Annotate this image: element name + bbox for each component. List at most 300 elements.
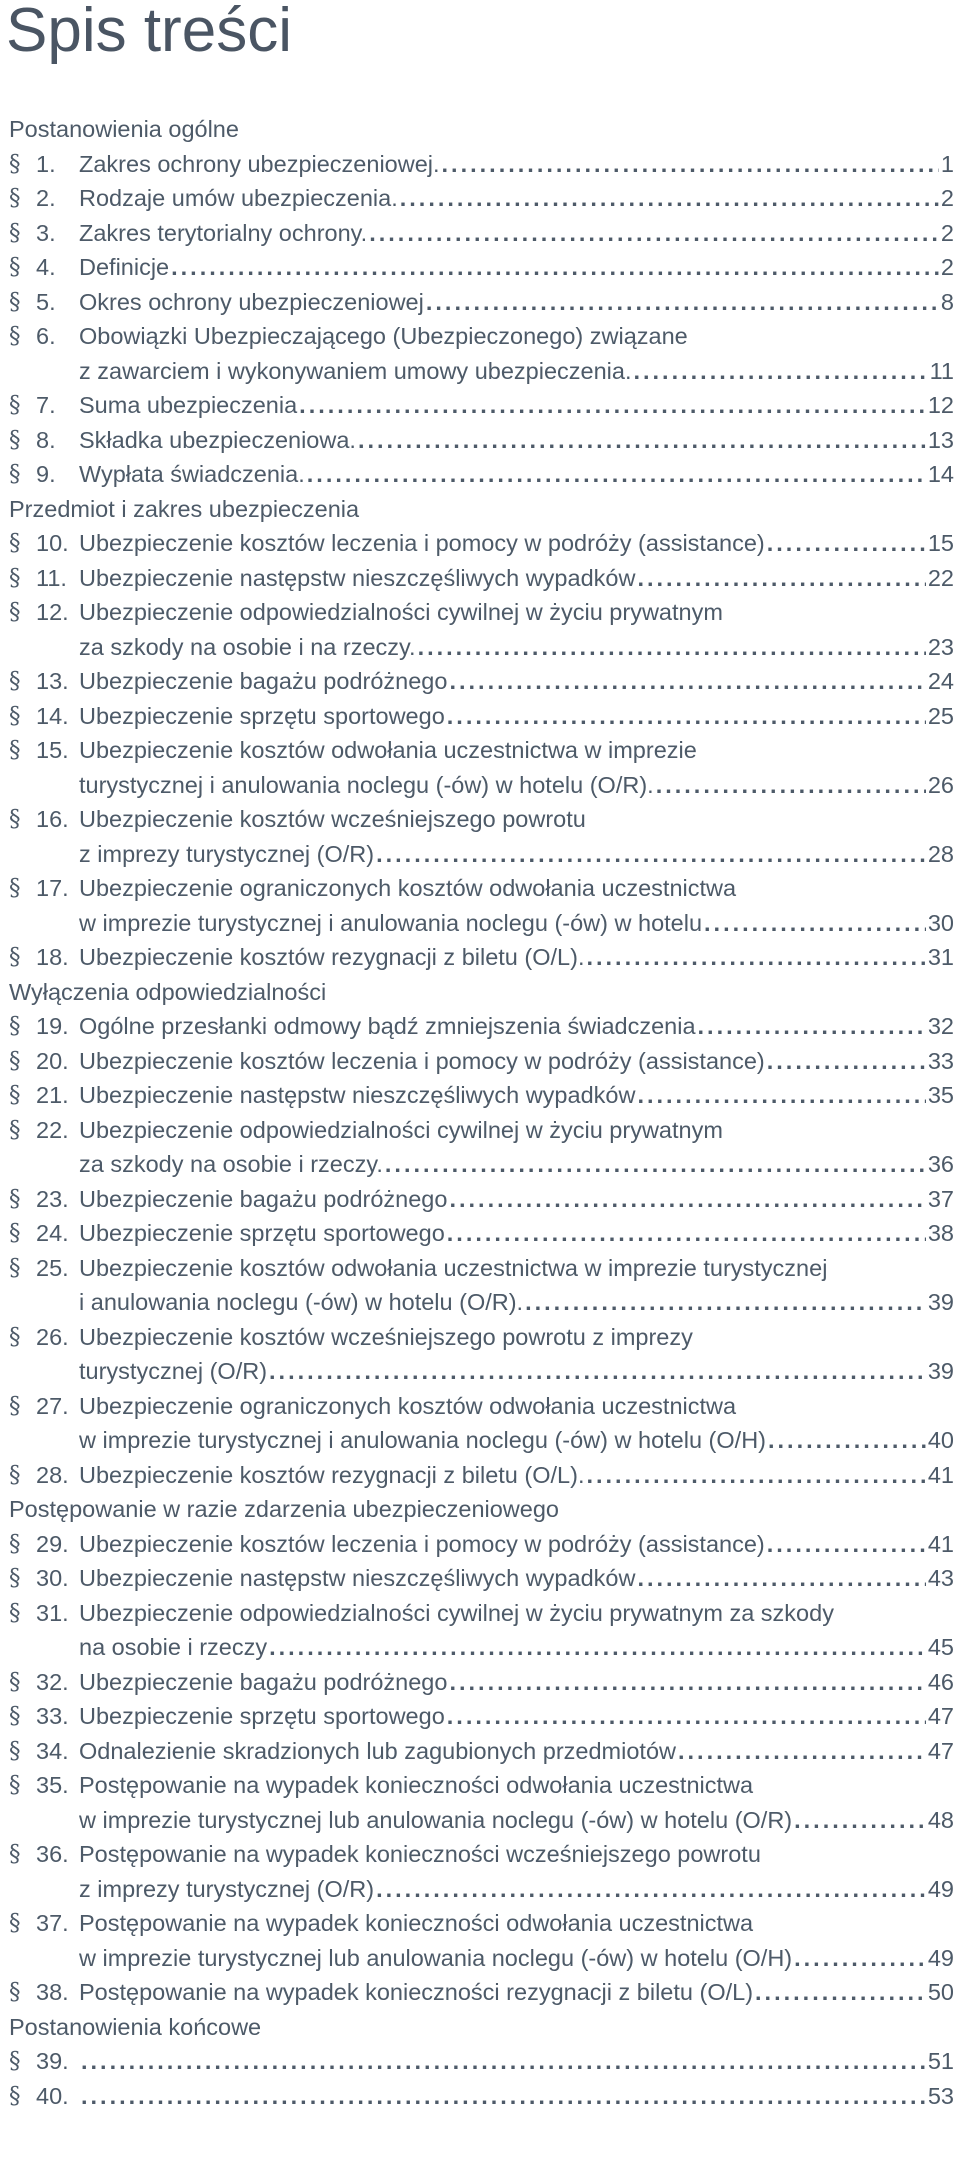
entry-body [9, 802, 954, 871]
entry-body [9, 1699, 954, 1734]
toc-entry[interactable] [0, 1561, 960, 1596]
entry-body [9, 2079, 954, 2114]
dot-leader [767, 1527, 926, 1562]
entry-number: 29. [36, 1530, 69, 1557]
entry-body [9, 216, 954, 251]
entry-title-line: Postępowanie na wypadek konieczności rezygnacji z biletu (O/L) [79, 1979, 754, 2005]
entry-title-line: za szkody na osobie i rzeczy. [79, 1151, 383, 1177]
entry-body [9, 1837, 954, 1906]
dot-leader [418, 630, 926, 665]
entry-last-line [79, 664, 954, 699]
entry-last-line [79, 1182, 954, 1217]
entry-title-line: w imprezie turystycznej lub anulowania noclegu (-ów) w hotelu (O/R) [79, 1806, 793, 1833]
entry-title-line: Ubezpieczenie kosztów leczenia i pomocy w podróży (assistance) [79, 1047, 765, 1074]
entry-last-line [79, 768, 954, 803]
paragraph-symbol: § [9, 1841, 21, 1867]
page-number: 23 [927, 633, 954, 660]
entry-title-line: Ubezpieczenie odpowiedzialności cywilnej w życiu prywatnym za szkody [79, 1599, 834, 1626]
entry-body [9, 699, 954, 734]
entry-body [9, 1044, 954, 1079]
entry-last-line [79, 423, 954, 458]
paragraph-symbol: § [9, 1599, 21, 1626]
toc-entry[interactable] [0, 250, 960, 285]
entry-number: 24. [36, 1220, 69, 1246]
paragraph-symbol: § [9, 1392, 21, 1419]
paragraph-symbol: § [9, 392, 21, 418]
dot-leader [376, 1872, 926, 1907]
entry-number: 13. [36, 668, 69, 694]
toc-entry[interactable] [0, 457, 960, 492]
entry-last-line [79, 837, 954, 872]
entry-number: 25. [36, 1254, 69, 1281]
entry-title-line: turystycznej i anulowania noclegu (-ów) w hotelu (O/R). [79, 771, 654, 798]
entry-title-line: Ubezpieczenie kosztów odwołania uczestnictwa w imprezie turystycznej [79, 1254, 828, 1281]
entry-title-line: Ubezpieczenie kosztów rezygnacji z biletu (O/L). [79, 944, 585, 970]
entry-body [9, 1182, 954, 1217]
entry-body [9, 940, 954, 975]
dot-leader [449, 1182, 925, 1217]
entry-number: 15. [36, 737, 69, 763]
dot-leader [698, 1009, 926, 1044]
entry-body [9, 388, 954, 423]
page-number: 13 [927, 426, 954, 453]
entry-number: 4. [36, 254, 56, 280]
entry-title-line: Wypłata świadczenia. [79, 461, 305, 487]
toc-entry[interactable] [0, 1906, 960, 1975]
entry-title-line: Zakres terytorialny ochrony. [79, 219, 368, 246]
entry-last-line [79, 1044, 954, 1079]
entry-title-line: turystycznej (O/R) [79, 1358, 268, 1384]
dot-leader [358, 423, 926, 458]
paragraph-symbol: § [9, 1323, 21, 1350]
entry-last-line [79, 1941, 954, 1976]
entry-body [9, 1009, 954, 1044]
toc-entry[interactable] [0, 285, 960, 320]
entry-body [9, 561, 954, 596]
paragraph-symbol: § [9, 875, 21, 901]
entry-title-line: Ubezpieczenie następstw nieszczęśliwych wypadków [79, 564, 636, 591]
entry-title-line: Ubezpieczenie kosztów leczenia i pomocy w podróży (assistance) [79, 1530, 765, 1557]
toc-entry[interactable] [0, 526, 960, 561]
table-of-contents [0, 112, 960, 2113]
entry-number: 39. [36, 2048, 69, 2074]
entry-number: 33. [36, 1703, 69, 1729]
entry-title-line: Ubezpieczenie odpowiedzialności cywilnej w życiu prywatnym [79, 599, 723, 625]
entry-number: 21. [36, 1082, 69, 1108]
entry-title-line: Postępowanie na wypadek konieczności odwołania uczestnictwa [79, 1910, 754, 1936]
entry-title-line: Ubezpieczenie ograniczonych kosztów odwołania uczestnictwa [79, 875, 737, 901]
entry-last-line [79, 285, 954, 320]
toc-entry[interactable] [0, 2079, 960, 2114]
paragraph-symbol: § [9, 426, 21, 453]
toc-entry[interactable] [0, 1044, 960, 1079]
dot-leader [442, 147, 939, 182]
dot-leader [637, 1078, 925, 1113]
toc-entry[interactable] [0, 1389, 960, 1458]
dot-leader [656, 768, 926, 803]
toc-entry[interactable] [0, 699, 960, 734]
paragraph-symbol: § [9, 1565, 21, 1591]
toc-entry[interactable] [0, 1182, 960, 1217]
entry-title-line: Ubezpieczenie bagażu podróżnego [79, 668, 448, 694]
entry-number: 36. [36, 1841, 69, 1867]
toc-entry[interactable] [0, 733, 960, 802]
entry-title-line: z imprezy turystycznej (O/R) [79, 1875, 375, 1902]
entry-title-line: Ubezpieczenie kosztów odwołania uczestnictwa w imprezie [79, 737, 697, 763]
entry-last-line [79, 1423, 954, 1458]
entry-title-line: Definicje [79, 254, 170, 280]
entry-body [9, 1458, 954, 1493]
page-number: 46 [927, 1668, 954, 1695]
entry-title-line: w imprezie turystycznej i anulowania noclegu (-ów) w hotelu [79, 909, 703, 936]
entry-title-line: w imprezie turystycznej lub anulowania noclegu (-ów) w hotelu (O/H) [79, 1944, 793, 1971]
toc-entry[interactable] [0, 319, 960, 388]
entry-body [9, 1734, 954, 1769]
section-heading: Postanowienia ogólne [9, 116, 239, 142]
entry-title-line: Postępowanie na wypadek konieczności wcześniejszego powrotu [79, 1841, 761, 1867]
paragraph-symbol: § [9, 737, 21, 763]
entry-body [9, 181, 954, 216]
entry-body [9, 1975, 954, 2010]
paragraph-symbol: § [9, 702, 21, 729]
paragraph-symbol: § [9, 323, 21, 349]
entry-title-line: Ubezpieczenie kosztów wcześniejszego powrotu [79, 806, 586, 832]
toc-entry[interactable] [0, 940, 960, 975]
dot-leader [767, 526, 926, 561]
paragraph-symbol: § [9, 944, 21, 970]
entry-last-line [79, 699, 954, 734]
toc-entry[interactable] [0, 1837, 960, 1906]
dot-leader [426, 285, 939, 320]
toc-entry[interactable] [0, 147, 960, 182]
page-number: 32 [927, 1013, 954, 1039]
entry-number: 10. [36, 530, 69, 556]
entry-last-line [79, 457, 954, 492]
dot-leader [794, 1803, 926, 1838]
entry-title-line: Ubezpieczenie kosztów wcześniejszego powrotu z imprezy [79, 1323, 693, 1350]
paragraph-symbol: § [9, 806, 21, 832]
entry-number: 26. [36, 1323, 69, 1350]
entry-last-line [79, 2079, 954, 2114]
paragraph-symbol: § [9, 1116, 21, 1143]
dot-leader [447, 1699, 926, 1734]
entry-number: 34. [36, 1737, 69, 1764]
toc-entry[interactable] [0, 1320, 960, 1389]
paragraph-symbol: § [9, 1668, 21, 1695]
dot-leader [376, 837, 926, 872]
entry-title-line: Postępowanie na wypadek konieczności odwołania uczestnictwa [79, 1772, 754, 1798]
entry-number: 35. [36, 1772, 69, 1798]
toc-entry[interactable] [0, 388, 960, 423]
entry-number: 2. [36, 185, 56, 211]
page-number: 2 [940, 254, 954, 280]
entry-title-line: Ubezpieczenie kosztów leczenia i pomocy w podróży (assistance) [79, 530, 765, 556]
page-number: 33 [927, 1047, 954, 1074]
paragraph-symbol: § [9, 254, 21, 280]
entry-title-line: Obowiązki Ubezpieczającego (Ubezpieczonego) związane [79, 323, 688, 349]
page-number: 22 [927, 564, 954, 591]
dot-leader [447, 1216, 926, 1251]
page-number: 15 [927, 530, 954, 556]
page-number: 41 [927, 1530, 954, 1557]
page-number: 39 [927, 1358, 954, 1384]
toc-entry[interactable] [0, 1078, 960, 1113]
page-number: 36 [927, 1151, 954, 1177]
entry-body [9, 423, 954, 458]
entry-body [9, 1078, 954, 1113]
dot-leader [299, 388, 926, 423]
entry-last-line [79, 1147, 954, 1182]
page-number: 35 [927, 1082, 954, 1108]
page-number: 24 [927, 668, 954, 694]
page-number: 1 [940, 150, 954, 177]
entry-number: 8. [36, 426, 56, 453]
paragraph-symbol: § [9, 1910, 21, 1936]
toc-entry[interactable] [0, 1596, 960, 1665]
entry-last-line [79, 2044, 954, 2079]
dot-leader [755, 1975, 926, 2010]
entry-number: 16. [36, 806, 69, 832]
paragraph-symbol: § [9, 2082, 21, 2109]
entry-body [9, 1596, 954, 1665]
entry-title-line: za szkody na osobie i na rzeczy. [79, 633, 416, 660]
paragraph-symbol: § [9, 1703, 21, 1729]
entry-number: 30. [36, 1565, 69, 1591]
entry-number: 18. [36, 944, 69, 970]
entry-title-line: Ubezpieczenie kosztów rezygnacji z biletu (O/L). [79, 1461, 585, 1488]
toc-entry[interactable] [0, 1251, 960, 1320]
toc-entry[interactable] [0, 423, 960, 458]
entry-number: 17. [36, 875, 69, 901]
entry-title-line: Ubezpieczenie sprzętu sportowego [79, 1220, 445, 1246]
entry-title-line: Rodzaje umów ubezpieczenia. [79, 185, 398, 211]
dot-leader [704, 906, 926, 941]
entry-title-line: Ubezpieczenie sprzętu sportowego [79, 1703, 445, 1729]
paragraph-symbol: § [9, 288, 21, 315]
page-number: 11 [929, 357, 954, 384]
page-number: 28 [927, 840, 954, 867]
entry-number: 23. [36, 1185, 69, 1212]
entry-title-line: Suma ubezpieczenia [79, 392, 298, 418]
entry-title-line: Ubezpieczenie ograniczonych kosztów odwołania uczestnictwa [79, 1392, 737, 1419]
entry-last-line [79, 1975, 954, 2010]
page-number: 50 [927, 1979, 954, 2005]
entry-number: 40. [36, 2082, 69, 2109]
entry-last-line [79, 1527, 954, 1562]
entry-number: 7. [36, 392, 56, 418]
paragraph-symbol: § [9, 599, 21, 625]
entry-last-line [79, 1078, 954, 1113]
entry-last-line [79, 1561, 954, 1596]
entry-body [9, 1216, 954, 1251]
page-number: 47 [927, 1737, 954, 1764]
dot-leader [449, 664, 925, 699]
toc-entry[interactable] [0, 802, 960, 871]
entry-title-line: Ubezpieczenie sprzętu sportowego [79, 702, 445, 729]
paragraph-symbol: § [9, 1013, 21, 1039]
entry-title-line: z imprezy turystycznej (O/R) [79, 840, 375, 867]
toc-entry[interactable] [0, 595, 960, 664]
page-number: 31 [927, 944, 954, 970]
entry-last-line [79, 354, 954, 389]
entry-title-line: Ubezpieczenie bagażu podróżnego [79, 1185, 448, 1212]
entry-number: 27. [36, 1392, 69, 1419]
entry-last-line [79, 630, 954, 665]
entry-last-line [79, 526, 954, 561]
entry-last-line [79, 1458, 954, 1493]
dot-leader [447, 699, 926, 734]
page-number: 53 [927, 2082, 954, 2109]
entry-body [9, 319, 954, 388]
page-number: 39 [927, 1289, 954, 1315]
dot-leader [307, 457, 926, 492]
entry-title-line: Ogólne przesłanki odmowy bądź zmniejszenia świadczenia [79, 1013, 696, 1039]
entry-body [9, 457, 954, 492]
entry-body [9, 1251, 954, 1320]
entry-last-line [79, 1630, 954, 1665]
paragraph-symbol: § [9, 668, 21, 694]
entry-number: 14. [36, 702, 69, 729]
dot-leader [794, 1941, 926, 1976]
entry-title-line: Ubezpieczenie bagażu podróżnego [79, 1668, 448, 1695]
page-number: 51 [927, 2048, 954, 2074]
entry-title-line: Składka ubezpieczeniowa. [79, 426, 356, 453]
entry-body [9, 1320, 954, 1389]
paragraph-symbol: § [9, 1254, 21, 1281]
entry-number: 6. [36, 323, 56, 349]
section-heading: Postępowanie w razie zdarzenia ubezpieczeniowego [9, 1496, 559, 1522]
entry-last-line [79, 1665, 954, 1700]
toc-entry[interactable] [0, 1458, 960, 1493]
toc-entry[interactable] [0, 1665, 960, 1700]
page-number: 41 [927, 1461, 954, 1488]
paragraph-symbol: § [9, 1737, 21, 1764]
dot-leader [81, 2079, 926, 2114]
dot-leader [171, 250, 939, 285]
entry-body [9, 1906, 954, 1975]
toc-entry[interactable] [0, 1009, 960, 1044]
page-number: 25 [927, 702, 954, 729]
entry-number: 11. [36, 564, 67, 591]
toc-entry[interactable] [0, 871, 960, 940]
entry-last-line [79, 250, 954, 285]
toc-entry[interactable] [0, 2044, 960, 2079]
page-number: 2 [940, 185, 954, 211]
toc-entry[interactable] [0, 216, 960, 251]
entry-body [9, 1561, 954, 1596]
page-title: Spis treści [6, 0, 292, 65]
entry-title-line: z zawarciem i wykonywaniem umowy ubezpieczenia. [79, 357, 632, 384]
entry-number: 19. [36, 1013, 69, 1039]
toc-entry[interactable] [0, 1216, 960, 1251]
entry-number: 31. [36, 1599, 69, 1626]
page-number: 45 [927, 1634, 954, 1660]
dot-leader [269, 1354, 926, 1389]
toc-entry[interactable] [0, 561, 960, 596]
entry-body [9, 1665, 954, 1700]
paragraph-symbol: § [9, 1530, 21, 1557]
entry-last-line [79, 940, 954, 975]
entry-number: 3. [36, 219, 56, 246]
toc-entry[interactable] [0, 1699, 960, 1734]
page-number: 14 [927, 461, 954, 487]
dot-leader [586, 940, 925, 975]
entry-title-line: Ubezpieczenie następstw nieszczęśliwych wypadków [79, 1082, 636, 1108]
page-number: 38 [927, 1220, 954, 1246]
paragraph-symbol: § [9, 530, 21, 556]
entry-body [9, 664, 954, 699]
page-number: 26 [927, 771, 954, 798]
entry-last-line [79, 181, 954, 216]
dot-leader [586, 1458, 925, 1493]
page-number: 40 [927, 1427, 954, 1453]
paragraph-symbol: § [9, 461, 21, 487]
dot-leader [678, 1734, 926, 1769]
dot-leader [637, 561, 925, 596]
entry-last-line [79, 1734, 954, 1769]
entry-body [9, 1768, 954, 1837]
entry-body [9, 1527, 954, 1562]
page-number: 30 [927, 909, 954, 936]
dot-leader [400, 181, 939, 216]
entry-last-line [79, 1354, 954, 1389]
section-heading: Postanowienia końcowe [9, 2013, 262, 2040]
paragraph-symbol: § [9, 2048, 21, 2074]
entry-last-line [79, 1872, 954, 1907]
section-heading: Wyłączenia odpowiedzialności [9, 978, 327, 1005]
dot-leader [385, 1147, 926, 1182]
paragraph-symbol: § [9, 1461, 21, 1488]
entry-title-line: Okres ochrony ubezpieczeniowej [79, 288, 424, 315]
entry-title-line: Odnalezienie skradzionych lub zagubionych przedmiotów [79, 1737, 676, 1764]
entry-title-line: Zakres ochrony ubezpieczeniowej. [79, 150, 440, 177]
dot-leader [81, 2044, 926, 2079]
toc-entry[interactable] [0, 1734, 960, 1769]
dot-leader [269, 1630, 926, 1665]
entry-title-line: w imprezie turystycznej i anulowania noclegu (-ów) w hotelu (O/H) [79, 1427, 766, 1453]
toc-entry[interactable] [0, 1975, 960, 2010]
dot-leader [633, 354, 927, 389]
dot-leader [525, 1285, 926, 1320]
page-number: 12 [927, 392, 954, 418]
entry-last-line [79, 216, 954, 251]
entry-title-line: Ubezpieczenie następstw nieszczęśliwych wypadków [79, 1565, 636, 1591]
paragraph-symbol: § [9, 564, 21, 591]
page-number: 37 [927, 1185, 954, 1212]
entry-body [9, 526, 954, 561]
entry-body [9, 285, 954, 320]
toc-entry[interactable] [0, 1113, 960, 1182]
entry-title-line: Ubezpieczenie odpowiedzialności cywilnej w życiu prywatnym [79, 1116, 723, 1143]
section-heading: Przedmiot i zakres ubezpieczenia [9, 495, 360, 522]
toc-entry[interactable] [0, 664, 960, 699]
entry-last-line [79, 1803, 954, 1838]
toc-entry[interactable] [0, 181, 960, 216]
entry-last-line [79, 388, 954, 423]
dot-leader [768, 1423, 926, 1458]
entry-body [9, 250, 954, 285]
toc-entry[interactable] [0, 1768, 960, 1837]
entry-body [9, 595, 954, 664]
dot-leader [767, 1044, 926, 1079]
paragraph-symbol: § [9, 219, 21, 246]
toc-entry[interactable] [0, 1527, 960, 1562]
entry-number: 9. [36, 461, 56, 487]
entry-title-line: na osobie i rzeczy [79, 1634, 268, 1660]
entry-number: 5. [36, 288, 56, 315]
entry-number: 28. [36, 1461, 69, 1488]
entry-body [9, 1113, 954, 1182]
